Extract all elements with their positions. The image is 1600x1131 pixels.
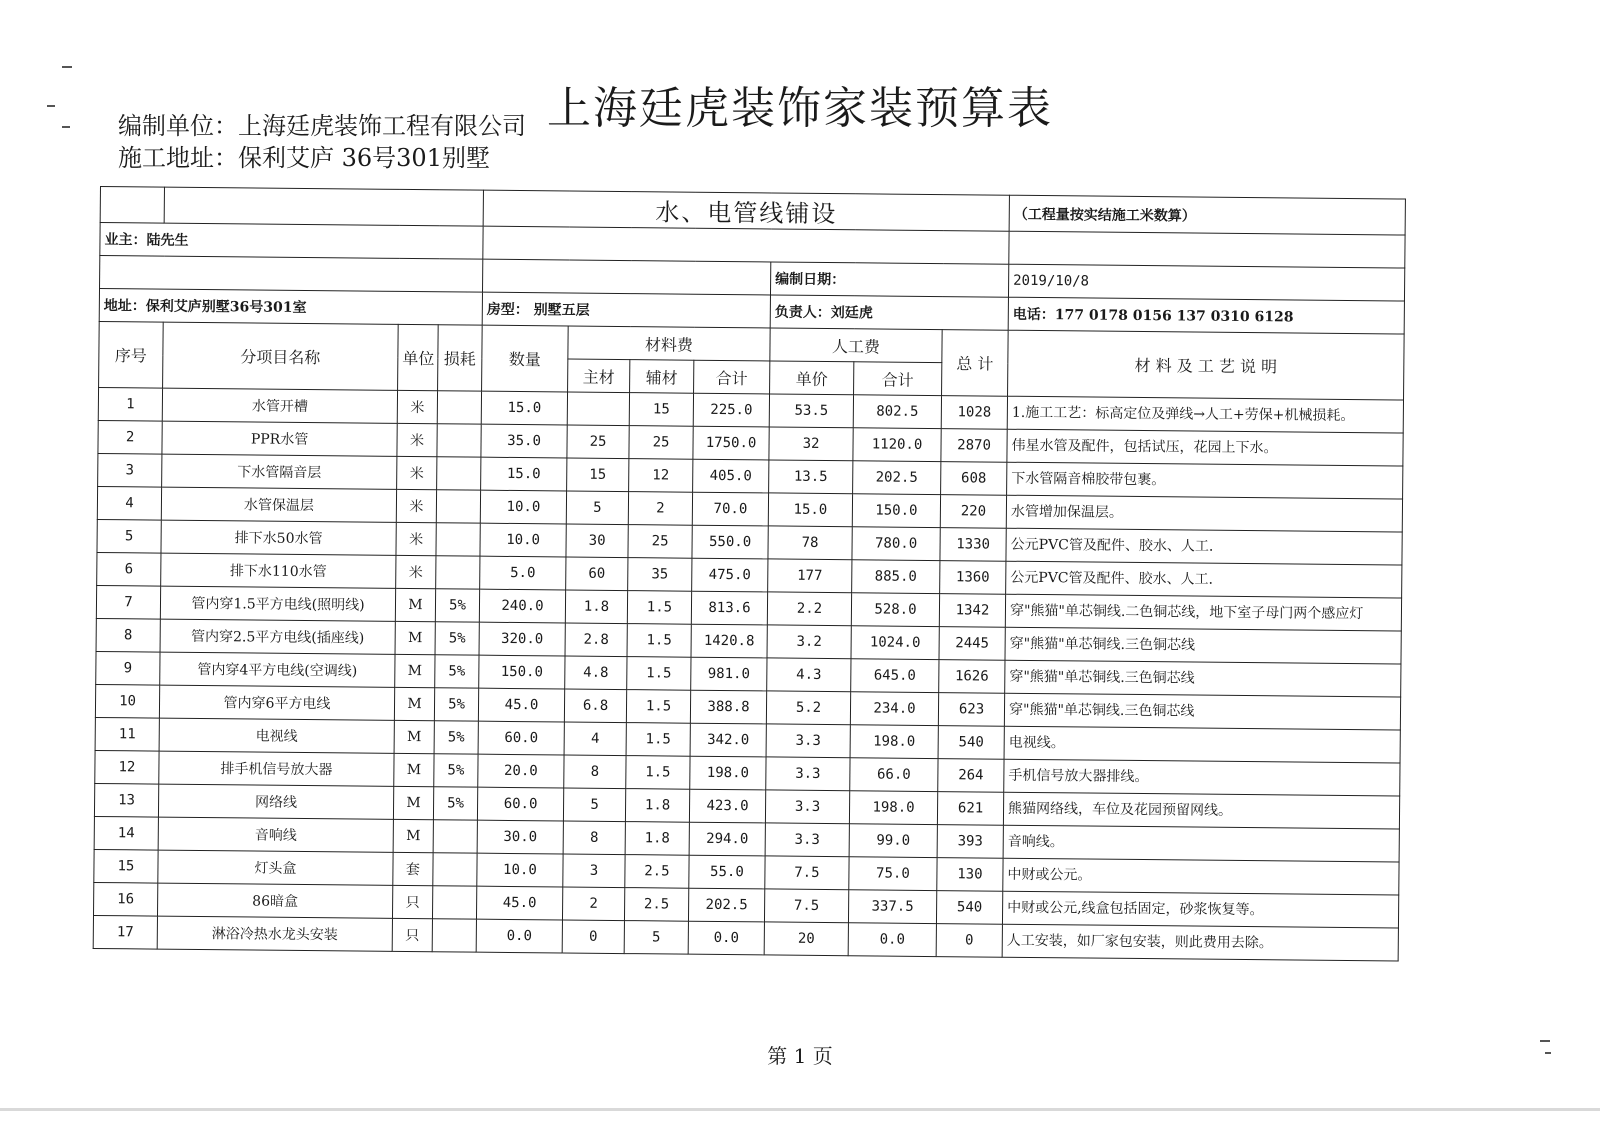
quantity: 45.0 — [478, 688, 564, 722]
description: 中财或公元。 — [1003, 858, 1399, 895]
section-note: （工程量按实结施工米数算） — [1009, 195, 1405, 235]
row-number: 14 — [94, 816, 158, 850]
blank-cell — [100, 187, 164, 224]
labor-unit-price: 32 — [769, 427, 853, 461]
grand-total: 0 — [936, 924, 1002, 958]
item-name: PPR水管 — [162, 421, 397, 456]
aux-material-price: 12 — [629, 459, 693, 493]
aux-material-price: 1.5 — [627, 624, 691, 658]
house-type-cell: 房型： 别墅五层 — [482, 292, 770, 328]
material-total: 342.0 — [690, 723, 766, 757]
scan-mark — [47, 105, 55, 107]
labor-total: 802.5 — [853, 395, 941, 429]
blank-cell — [164, 187, 483, 226]
item-name: 电视线 — [159, 718, 394, 753]
aux-material-price: 1.5 — [626, 690, 690, 724]
loss-rate: 5% — [434, 721, 478, 754]
unit: 米 — [397, 456, 437, 489]
description: 下水管隔音棉胶带包裹。 — [1007, 462, 1403, 499]
main-material-price: 4.8 — [565, 656, 627, 690]
description: 穿"熊猫"单芯铜线.三色铜芯线 — [1004, 693, 1400, 730]
labor-total: 198.0 — [850, 725, 938, 759]
col-total-header: 总 计 — [942, 330, 1009, 397]
col-loss-header: 损耗 — [438, 325, 483, 391]
main-material-price: 3 — [563, 854, 625, 888]
labor-unit-price: 15.0 — [768, 493, 852, 527]
material-total: 1420.8 — [691, 624, 767, 658]
col-unit-header: 单位 — [398, 324, 439, 390]
quantity: 150.0 — [479, 655, 565, 689]
row-number: 15 — [94, 849, 158, 883]
material-total: 813.6 — [691, 591, 767, 625]
unit: 只 — [392, 918, 432, 951]
material-total: 550.0 — [692, 525, 768, 559]
unit: M — [394, 720, 434, 753]
quantity: 0.0 — [476, 919, 562, 953]
labor-unit-price: 13.5 — [769, 460, 853, 494]
quantity: 60.0 — [477, 787, 563, 821]
quantity: 45.0 — [476, 886, 562, 920]
document-title: 上海廷虎装饰家装预算表 — [547, 83, 1053, 134]
site-address-line: 施工地址：保利艾庐 36号301别墅 — [118, 144, 490, 172]
labor-total: 1024.0 — [851, 626, 939, 660]
quantity: 240.0 — [479, 589, 565, 623]
col-no-header: 序号 — [99, 321, 164, 388]
aux-material-price: 1.8 — [625, 789, 689, 823]
description: 穿"熊猫"单芯铜线.三色铜芯线 — [1005, 627, 1401, 664]
aux-material-price: 2 — [628, 492, 692, 526]
loss-rate: 5% — [435, 655, 479, 688]
col-labor-total-header: 合计 — [854, 362, 942, 396]
description: 穿"熊猫"单芯铜线.三色铜芯线 — [1005, 660, 1401, 697]
description: 1.施工工艺：标高定位及弹线→人工+劳保+机械损耗。 — [1007, 396, 1403, 433]
unit: 米 — [397, 423, 437, 456]
description: 穿"熊猫"单芯铜线.二色铜芯线，地下室子母门两个感应灯 — [1005, 594, 1401, 631]
aux-material-price: 2.5 — [624, 888, 688, 922]
scan-edge — [0, 1108, 1600, 1111]
item-name: 管内穿4平方电线(空调线) — [160, 652, 395, 687]
unit: M — [395, 621, 435, 654]
quantity: 15.0 — [481, 391, 567, 425]
labor-unit-price: 53.5 — [769, 394, 853, 428]
grand-total: 1028 — [941, 396, 1007, 430]
quantity: 60.0 — [478, 721, 564, 755]
main-material-price: 5 — [563, 788, 625, 822]
grand-total: 623 — [938, 693, 1004, 727]
date-value: 2019/10/8 — [1009, 264, 1405, 301]
item-name: 排下水50水管 — [161, 520, 396, 555]
unit: M — [395, 654, 435, 687]
col-mat-total-header: 合计 — [694, 360, 770, 394]
material-total: 70.0 — [692, 492, 768, 526]
unit: M — [393, 786, 433, 819]
item-name: 排下水110水管 — [161, 553, 396, 588]
description: 水管增加保温层。 — [1006, 495, 1402, 532]
material-total: 202.5 — [688, 888, 764, 922]
grand-total: 130 — [937, 858, 1003, 892]
loss-rate — [436, 523, 480, 556]
unit: M — [393, 819, 433, 852]
aux-material-price: 1.5 — [626, 723, 690, 757]
scan-mark — [62, 66, 72, 68]
main-material-price: 1.8 — [565, 590, 627, 624]
grand-total: 1330 — [940, 528, 1006, 562]
grand-total: 2445 — [939, 627, 1005, 661]
labor-total: 528.0 — [851, 593, 939, 627]
labor-total: 150.0 — [852, 494, 940, 528]
unit: 米 — [396, 489, 436, 522]
main-material-price: 30 — [566, 524, 628, 558]
row-number: 10 — [95, 684, 159, 718]
material-total: 55.0 — [689, 855, 765, 889]
main-material-price: 8 — [564, 755, 626, 789]
scan-mark — [62, 126, 70, 128]
labor-total: 198.0 — [849, 791, 937, 825]
labor-total: 645.0 — [851, 659, 939, 693]
item-name: 86暗盒 — [157, 883, 392, 918]
labor-total: 1120.0 — [853, 428, 941, 462]
description: 伟星水管及配件，包括试压，花园上下水。 — [1007, 429, 1403, 466]
aux-material-price: 1.8 — [625, 822, 689, 856]
grand-total: 2870 — [941, 429, 1007, 463]
labor-total: 885.0 — [852, 560, 940, 594]
aux-material-price: 1.5 — [627, 657, 691, 691]
material-total: 475.0 — [692, 558, 768, 592]
main-material-price: 0 — [562, 920, 624, 954]
aux-material-price: 15 — [629, 393, 693, 427]
col-desc-header: 材 料 及 工 艺 说 明 — [1008, 330, 1405, 400]
quantity: 20.0 — [478, 754, 564, 788]
loss-rate: 5% — [434, 688, 478, 721]
col-main-header: 主材 — [568, 359, 630, 393]
labor-total: 202.5 — [853, 461, 941, 495]
main-material-price: 5 — [566, 491, 628, 525]
row-number: 9 — [96, 651, 160, 685]
labor-unit-price: 5.2 — [766, 691, 850, 725]
grand-total: 264 — [938, 759, 1004, 793]
labor-total: 66.0 — [850, 758, 938, 792]
material-total: 981.0 — [691, 657, 767, 691]
labor-total: 0.0 — [848, 923, 936, 957]
labor-unit-price: 2.2 — [767, 592, 851, 626]
unit: M — [394, 687, 434, 720]
unit: 米 — [396, 522, 436, 555]
labor-total: 337.5 — [848, 890, 936, 924]
labor-unit-price: 3.3 — [765, 823, 849, 857]
description: 人工安装，如厂家包安装，则此费用去除。 — [1002, 924, 1398, 961]
col-qty-header: 数量 — [482, 325, 569, 392]
row-number: 1 — [98, 387, 162, 421]
description: 手机信号放大器排线。 — [1004, 759, 1400, 796]
row-number: 16 — [93, 882, 157, 916]
main-material-price — [567, 392, 629, 426]
loss-rate: 5% — [435, 589, 479, 622]
aux-material-price: 35 — [628, 558, 692, 592]
page-number: 第 1 页 — [767, 1044, 833, 1068]
main-material-price: 60 — [566, 557, 628, 591]
aux-material-price: 25 — [628, 525, 692, 559]
col-labor-header: 人工费 — [770, 328, 942, 363]
material-total: 294.0 — [689, 822, 765, 856]
item-name: 管内穿2.5平方电线(插座线) — [160, 619, 395, 654]
row-number: 6 — [97, 552, 161, 586]
compiler-line: 编制单位：上海廷虎装饰工程有限公司 — [118, 112, 526, 140]
item-name: 音响线 — [158, 817, 393, 852]
row-number: 17 — [93, 915, 157, 949]
budget-table — [93, 186, 1406, 962]
unit: M — [395, 588, 435, 621]
unit: 只 — [392, 885, 432, 918]
col-name-header: 分项目名称 — [163, 322, 399, 390]
loss-rate — [433, 853, 477, 886]
labor-unit-price: 177 — [768, 559, 852, 593]
aux-material-price: 1.5 — [627, 591, 691, 625]
budget-sheet — [93, 186, 1405, 961]
description: 公元PVC管及配件、胶水、人工. — [1006, 528, 1402, 565]
item-name: 下水管隔音层 — [162, 454, 397, 489]
material-total: 388.8 — [690, 690, 766, 724]
quantity: 5.0 — [480, 556, 566, 590]
labor-total: 75.0 — [849, 857, 937, 891]
grand-total: 540 — [938, 726, 1004, 760]
main-material-price: 8 — [563, 821, 625, 855]
main-material-price: 4 — [564, 722, 626, 756]
row-number: 11 — [95, 717, 159, 751]
quantity: 30.0 — [477, 820, 563, 854]
labor-total: 234.0 — [850, 692, 938, 726]
aux-material-price: 5 — [624, 921, 688, 955]
row-number: 5 — [97, 519, 161, 553]
labor-unit-price: 78 — [768, 526, 852, 560]
unit: 米 — [396, 555, 436, 588]
grand-total: 1360 — [940, 561, 1006, 595]
col-aux-header: 辅材 — [630, 360, 694, 394]
item-name: 管内穿1.5平方电线(照明线) — [160, 586, 395, 621]
description: 电视线。 — [1004, 726, 1400, 763]
loss-rate: 5% — [435, 622, 479, 655]
item-name: 水管保温层 — [161, 487, 396, 522]
item-name: 水管开槽 — [162, 388, 397, 423]
description: 熊猫网络线，车位及花园预留网线。 — [1003, 792, 1399, 829]
labor-unit-price: 7.5 — [765, 856, 849, 890]
labor-unit-price: 4.3 — [767, 658, 851, 692]
loss-rate — [437, 391, 481, 424]
unit: 米 — [397, 390, 437, 423]
quantity: 10.0 — [477, 853, 563, 887]
grand-total: 1342 — [939, 594, 1005, 628]
grand-total: 608 — [941, 462, 1007, 496]
labor-total: 99.0 — [849, 824, 937, 858]
aux-material-price: 1.5 — [626, 756, 690, 790]
labor-unit-price: 3.3 — [766, 724, 850, 758]
grand-total: 393 — [937, 825, 1003, 859]
grand-total: 220 — [940, 495, 1006, 529]
labor-unit-price: 20 — [764, 922, 848, 956]
row-number: 2 — [98, 420, 162, 454]
quantity: 15.0 — [481, 457, 567, 491]
material-total: 225.0 — [693, 393, 769, 427]
labor-unit-price: 3.2 — [767, 625, 851, 659]
description: 中财或公元,线盒包括固定，砂浆恢复等。 — [1002, 891, 1398, 928]
unit: M — [394, 753, 434, 786]
main-material-price: 6.8 — [564, 689, 626, 723]
aux-material-price: 25 — [629, 426, 693, 460]
aux-material-price: 2.5 — [625, 855, 689, 889]
item-name: 网络线 — [158, 784, 393, 819]
row-number: 4 — [97, 486, 161, 520]
quantity: 10.0 — [480, 490, 566, 524]
phone-cell: 电话：177 0178 0156 137 0310 6128 — [1008, 297, 1404, 334]
blank-cell — [1009, 231, 1405, 268]
row-number: 7 — [96, 585, 160, 619]
main-material-price: 15 — [567, 458, 629, 492]
main-material-price: 25 — [567, 425, 629, 459]
grand-total: 540 — [936, 891, 1002, 925]
loss-rate — [432, 886, 476, 919]
section-title: 水、电管线铺设 — [483, 190, 1009, 231]
loss-rate — [436, 556, 480, 589]
owner-cell: 业主：陆先生 — [100, 223, 483, 260]
quantity: 10.0 — [480, 523, 566, 557]
description: 公元PVC管及配件、胶水、人工. — [1006, 561, 1402, 598]
document-meta — [118, 110, 526, 174]
loss-rate — [436, 490, 480, 523]
loss-rate: 5% — [434, 754, 478, 787]
description: 音响线。 — [1003, 825, 1399, 862]
material-total: 1750.0 — [693, 426, 769, 460]
blank-cell — [482, 259, 770, 295]
loss-rate: 5% — [433, 787, 477, 820]
grand-total: 1626 — [939, 660, 1005, 694]
unit: 套 — [393, 852, 433, 885]
quantity: 35.0 — [481, 424, 567, 458]
loss-rate — [437, 424, 481, 457]
manager-cell: 负责人：刘廷虎 — [770, 295, 1008, 330]
loss-rate — [437, 457, 481, 490]
col-unit-price-header: 单价 — [770, 361, 854, 395]
date-label: 编制日期： — [770, 262, 1008, 297]
loss-rate — [432, 919, 476, 952]
labor-unit-price: 7.5 — [764, 889, 848, 923]
main-material-price: 2.8 — [565, 623, 627, 657]
row-number: 12 — [95, 750, 159, 784]
material-total: 198.0 — [690, 756, 766, 790]
labor-unit-price: 3.3 — [765, 790, 849, 824]
row-number: 3 — [98, 453, 162, 487]
loss-rate — [433, 820, 477, 853]
col-material-header: 材料费 — [568, 326, 770, 361]
main-material-price: 2 — [562, 887, 624, 921]
row-number: 13 — [94, 783, 158, 817]
labor-total: 780.0 — [852, 527, 940, 561]
labor-unit-price: 3.3 — [766, 757, 850, 791]
item-name: 淋浴冷热水龙头安装 — [157, 916, 392, 951]
address-cell: 地址：保利艾庐别墅36号301室 — [99, 289, 482, 326]
material-total: 423.0 — [689, 789, 765, 823]
row-number: 8 — [96, 618, 160, 652]
blank-cell — [100, 256, 483, 293]
item-name: 管内穿6平方电线 — [159, 685, 394, 720]
blank-cell — [483, 226, 1009, 264]
item-name: 排手机信号放大器 — [159, 751, 394, 786]
grand-total: 621 — [937, 792, 1003, 826]
quantity: 320.0 — [479, 622, 565, 656]
material-total: 0.0 — [688, 921, 764, 955]
material-total: 405.0 — [693, 459, 769, 493]
item-name: 灯头盒 — [158, 850, 393, 885]
